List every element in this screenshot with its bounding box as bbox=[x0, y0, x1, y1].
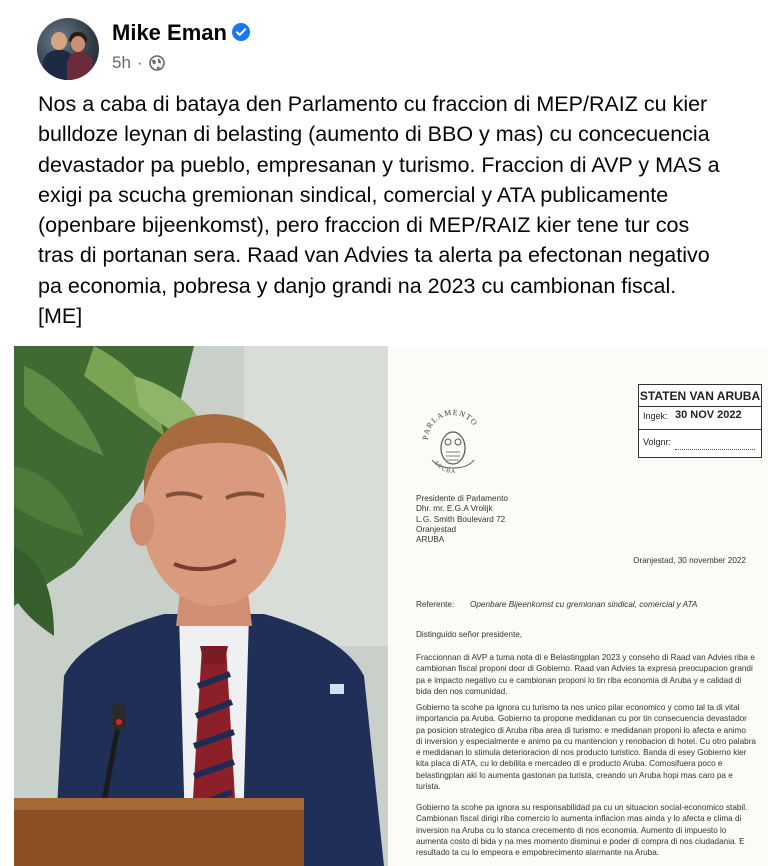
letter-paragraph-1: Fraccionnan di AVP a tuma nota di e Belastingplan 2023 y conseho di Raad van Advies riba e cambionan fiscal proponi door di Gobierno. Raad van Advies ta expresa preocupacion grandi pa e impacto negativo cu e cambionan proponi lo tin riba economia di Aruba y e calidad di bida den nos comunidad. bbox=[416, 653, 755, 696]
letter-date: Oranjestad, 30 november 2022 bbox=[633, 556, 746, 565]
post-image[interactable] bbox=[14, 346, 768, 866]
author-name[interactable]: Mike Eman bbox=[112, 20, 227, 45]
referente-label: Referente: bbox=[416, 600, 455, 609]
stamp-volgnr-label: Volgnr: bbox=[643, 437, 672, 447]
letter-document bbox=[390, 346, 768, 866]
verified-badge-icon bbox=[232, 23, 250, 41]
received-stamp bbox=[638, 384, 762, 458]
seal-text-top: PARLAMENTO bbox=[420, 407, 480, 441]
stamp-title: STATEN VAN ARUBA bbox=[639, 385, 761, 407]
post-text: Nos a caba di bataya den Parlamento cu fraccion di MEP/RAIZ cu kier bulldoze leynan di belasting (aumento di BBO y mas) cu concecuencia devastador pa pueblo, empresanan y turismo. Fraccion di AVP y MAS a exigi pa scucha gremionan sindical, comercial y ATA publicamente (openbare bijeenkomst), pero fraccion di MEP/RAIZ kier tene tur cos tras di portanan sera. Raad van Advies ta alerta pa efectonan negativo pa economia, pobresa y danjo grandi na 2023 cu cambionan fiscal. [ME] bbox=[38, 92, 720, 329]
letter-greeting: Distinguido señor presidente, bbox=[416, 630, 523, 639]
svg-text:ARUBA bbox=[432, 460, 456, 475]
letter-paragraph-3: Gobierno ta scohe pa ignora su responsabilidad pa cu un situacion social-economico stabil. Cambionan fiscal dirigi riba comercio lo aumenta inflacion mas ainda y lo afecta e clima di inversion na Aruba cu lo stanca crecemento di nos economia. Aumento di impuesto lo aumenta costo di bida y na mes momento disminui e poder di compra di nos ciudadania. E resultado ta cu lo empeora e empobrecimento alarmante na Aruba. bbox=[416, 803, 748, 858]
svg-text:PARLAMENTO bbox=[421, 408, 480, 440]
stamp-ingek-label: Ingek: bbox=[643, 411, 668, 421]
referente-subject: Openbare Bijeenkomst cu gremionan sindical, comercial y ATA bbox=[470, 600, 698, 609]
parlamento-seal-logo bbox=[418, 402, 488, 482]
post-meta bbox=[112, 53, 165, 73]
speaker-photo bbox=[14, 346, 388, 866]
recipient-address: Presidente di Parlamento Dhr. mr. E.G.A Vrolijk L.G. Smith Boulevard 72 Oranjestad ARUBA bbox=[416, 494, 508, 545]
post-timestamp[interactable]: 5h bbox=[112, 53, 131, 72]
meta-separator: · bbox=[136, 53, 143, 72]
letter-paragraph-2: Gobierno ta scohe pa ignora cu turismo ta nos unico pilar economico y como tal ta di vital importancia pa Aruba. Gobierno ta propone medidanan cu por tin consecuencia devastador pa posicion strategico di Aruba riba area di turismo: e medidanan proponi lo afecta e animo di inversion y especialmente e animo pa cu mantencion y renobacion di hotel. Cu otro palabra e medidanan lo stimula deterioracion di nos producto turistico. Banda di esey Gobierno kier kita placa di ATA, cu lo debilita e mercadeo di e producto Aruba. Comosifuera poco e belastingplan aki lo aumenta gastonan pa turista, creando un Aruba hopi mas caro pa e turista. bbox=[416, 703, 756, 792]
globe-icon[interactable] bbox=[149, 55, 165, 71]
referente bbox=[416, 600, 698, 609]
seal-text-bottom: ARUBA bbox=[432, 459, 457, 475]
author-avatar[interactable] bbox=[37, 18, 99, 80]
post-header bbox=[0, 0, 768, 86]
stamp-date: 30 NOV 2022 bbox=[675, 409, 742, 421]
